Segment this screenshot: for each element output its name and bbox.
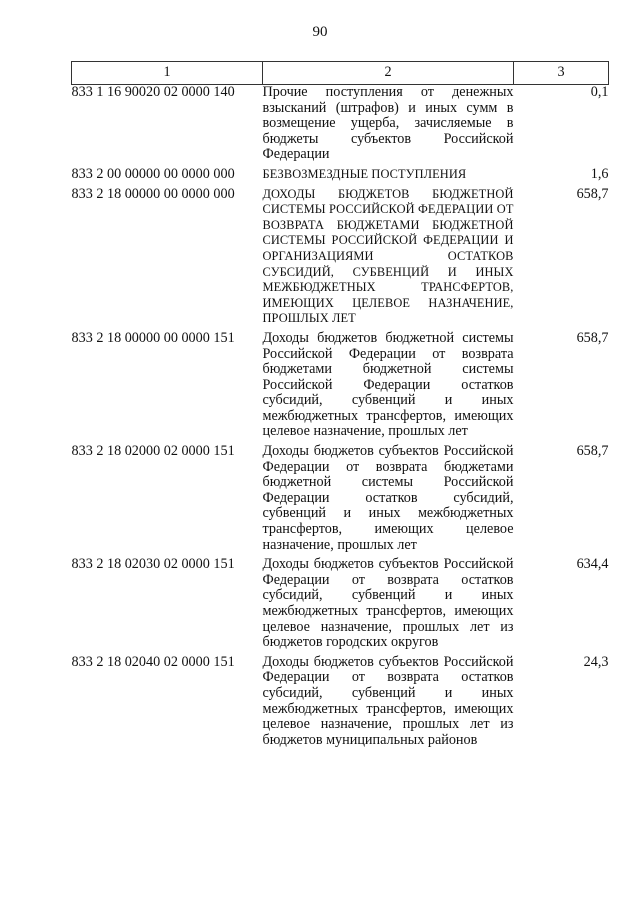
table-row [72,655,609,753]
revenue-description: БЕЗВОЗМЕЗДНЫЕ ПОСТУПЛЕНИЯ [262,166,467,181]
table-row [72,331,609,444]
page-number: 90 [312,24,328,40]
revenue-description: Доходы бюджетов бюджетной системы Российской Федерации от возврата бюджетами бюджетной системы Российской Федерации остатков субсидий, субвенций и иных межбюджетных трансфертов, имеющих целевое назначение, прошлых лет [262,329,514,440]
header-col-1: 1 [72,62,263,85]
budget-code: 833 2 18 00000 00 0000 151 [71,329,235,346]
table-row [72,187,609,331]
amount-value: 24,3 [583,653,609,670]
revenue-description: Доходы бюджетов субъектов Российской Федерации от возврата остатков субсидий, субвенций и иных межбюджетных трансфертов, имеющих целевое назначение, прошлых лет из бюджетов муниципальных районов [262,653,514,748]
amount-value: 634,4 [576,556,609,573]
budget-code: 833 2 18 00000 00 0000 000 [71,185,235,202]
amount-value: 658,7 [576,185,609,202]
revenue-table [71,61,609,752]
amount-value: 1,6 [590,165,609,182]
table-row [72,85,609,167]
amount-value: 658,7 [576,443,609,460]
budget-code: 833 2 18 02000 02 0000 151 [71,443,235,460]
header-col-2: 2 [263,62,514,85]
table-row [72,557,609,655]
header-col-3: 3 [514,62,609,85]
revenue-description: Доходы бюджетов субъектов Российской Федерации от возврата остатков субсидий, субвенций и иных межбюджетных трансфертов, имеющих целевое назначение, прошлых лет из бюджетов городских округов [262,556,514,651]
revenue-description: ДОХОДЫ БЮДЖЕТОВ БЮДЖЕТНОЙ СИСТЕМЫ РОССИЙСКОЙ ФЕДЕРАЦИИ ОТ ВОЗВРАТА БЮДЖЕТАМИ БЮДЖЕТНОЙ СИСТЕМЫ РОССИЙСКОЙ ФЕДЕРАЦИИ И ОРГАНИЗАЦИЯМИ ОСТАТКОВ СУБСИДИЙ, СУБВЕНЦИЙ И ИНЫХ МЕЖБЮДЖЕТНЫХ ТРАНСФЕРТОВ, ИМЕЮЩИХ ЦЕЛЕВОЕ НАЗНАЧЕНИЕ, ПРОШЛЫХ ЛЕТ [262,186,514,326]
budget-code: 833 2 18 02030 02 0000 151 [71,556,235,573]
table-row [72,167,609,187]
revenue-description: Доходы бюджетов субъектов Российской Федерации от возврата бюджетами бюджетной системы Российской Федерации остатков субсидий, субвенций и иных межбюджетных трансфертов, имеющих целевое назначение, прошлых лет [262,443,514,553]
amount-value: 0,1 [590,84,609,100]
budget-code: 833 2 00 00000 00 0000 000 [71,165,235,182]
revenue-description: Прочие поступления от денежных взысканий (штрафов) и иных сумм в возмещение ущерба, зачисляемые в бюджеты субъектов Российской Федерации [262,84,514,163]
budget-code: 833 1 16 90020 02 0000 140 [71,84,235,100]
amount-value: 658,7 [576,329,609,346]
budget-code: 833 2 18 02040 02 0000 151 [71,653,235,670]
table-header [72,62,609,85]
table-row [72,444,609,557]
